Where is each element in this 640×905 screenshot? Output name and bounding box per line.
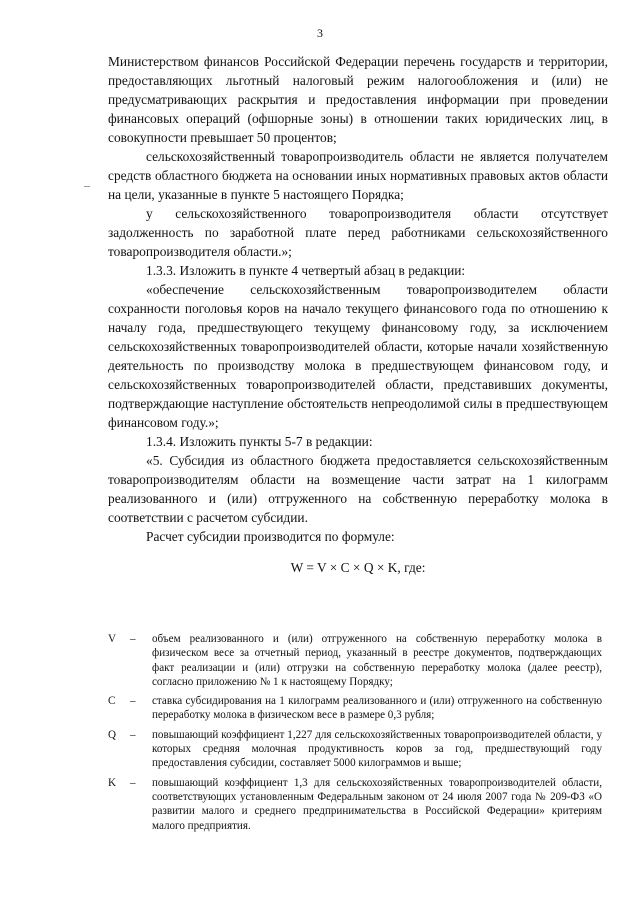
term-q [108,728,602,771]
term-symbol: C [108,695,116,708]
term-symbol: Q [108,728,117,741]
paragraph-clause-1-3-3: 1.3.3. Изложить в пункте 4 четвертый абзац в редакции: [146,263,466,278]
paragraph-not-recipient: сельскохозяйственный товаропроизводитель области не является получателем средств областного бюджета на основании иных нормативных правовых актов области на цели, указанные в пункте 5 настоящего Порядка; [108,149,608,202]
term-dash: – [130,695,136,708]
term-k [108,776,602,833]
paragraph-no-debt: у сельскохозяйственного товаропроизводителя области отсутствует задолженность по заработной плате перед работниками сельскохозяйственного товаропроизводителя области.»; [108,206,608,259]
term-definition: повышающий коэффициент 1,3 для сельскохозяйственных товаропроизводителей области, соответствующих установленным Федеральным законом от 24 июля 2007 года № 209-ФЗ «О развитии малого и среднего предпринимательства в Российской Федерации» критериям малого предприятия. [152,776,602,832]
paragraph-formula-intro: Расчет субсидии производится по формуле: [146,529,395,544]
term-definition: повышающий коэффициент 1,227 для сельскохозяйственных товаропроизводителей области, у которых средняя молочная продуктивность коров за год, предшествующий году предоставления субсидии, составляет 5000 килограммов и выше; [152,728,602,770]
term-symbol: V [108,633,117,645]
term-c [108,694,602,723]
term-dash: – [130,633,136,645]
term-v [108,632,602,689]
paragraph-offshore: Министерством финансов Российской Федерации перечень государств и территории, предоставляющих льготный налоговый режим налогообложения и (или) не предусматривающих раскрытия и предоставления информации при проведении финансовых операций (офшорные зоны) в отношении таких юридических лиц, в совокупности превышает 50 процентов; [108,54,608,145]
paragraph-livestock-preservation: «обеспечение сельскохозяйственным товаропроизводителем области сохранности поголовья коров на начало текущего финансового года по отношению к началу года, предшествующего текущему финансовому году, за исключением сельскохозяйственных товаропроизводителей области, которые начали хозяйственную деятельность по производству молока в предшествующем финансовом году, и сельскохозяйственных товаропроизводителей области, представивших документы, подтверждающие наступление обстоятельств непреодолимой силы в предшествующем финансовом году.»; [108,282,608,430]
page-number: 3 [317,26,323,40]
document-body [108,52,608,593]
term-dash: – [130,728,136,741]
subsidy-formula: W = V × C × Q × K, где: [290,560,426,575]
paragraph-clause-1-3-4: 1.3.4. Изложить пункты 5-7 в редакции: [146,434,373,449]
margin-mark [84,186,90,187]
term-definition: объем реализованного и (или) отгруженного на собственную переработку молока в физическом весе за отчетный период, указанный в реестре документов, подтверждающих факт реализации и (или) отгрузки на собственную переработку молока (далее реестр), согласно приложению № 1 к настоящему Порядку; [152,633,602,688]
paragraph-subsidy-5: «5. Субсидия из областного бюджета предоставляется сельскохозяйственным товаропроизводителям области на возмещение части затрат на 1 килограмм реализованного и (или) отгруженного на собственную переработку молока в соответствии с расчетом субсидии. [108,453,608,525]
term-symbol: K [108,776,117,789]
formula-terms [108,632,602,838]
term-definition: ставка субсидирования на 1 килограмм реализованного и (или) отгруженного на собственную переработку молока в физическом весе в размере 0,3 рубля; [152,695,602,722]
term-dash: – [130,776,136,789]
